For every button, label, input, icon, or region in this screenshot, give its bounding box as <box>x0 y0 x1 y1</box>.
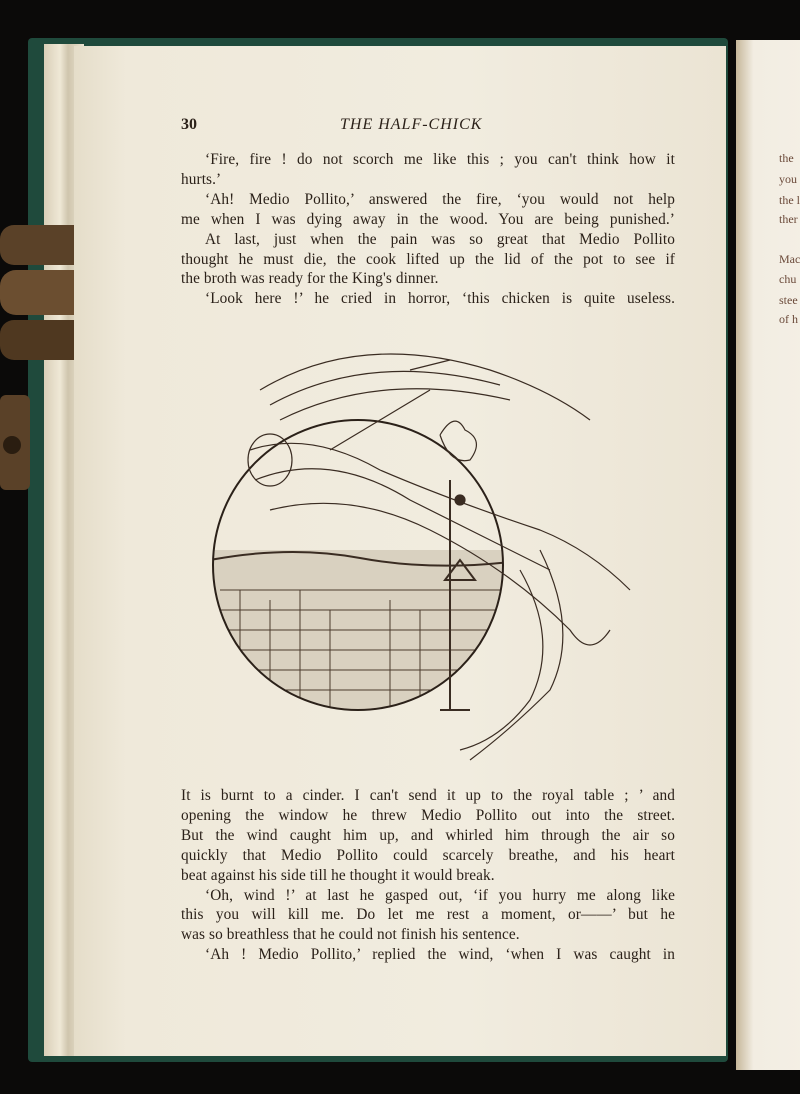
text-line: opening the window he threw Medio Pollito out into the street. <box>181 806 675 824</box>
facing-page-line: you <box>779 172 797 186</box>
facing-page-line: of h <box>779 312 798 326</box>
facing-page-line: Mac <box>779 252 800 266</box>
text-line: beat against his side till he thought it would break. <box>181 866 495 884</box>
page-number: 30 <box>181 116 197 133</box>
facing-page-line: ther <box>779 212 798 226</box>
text-line: It is burnt to a cinder. I can't send it up to the royal table ; ’ and <box>181 787 675 804</box>
text-line: me when I was dying away in the wood. You are being punished.’ <box>181 210 675 228</box>
text-line: hurts.’ <box>181 170 222 188</box>
facing-page-line: the l <box>779 193 800 207</box>
text-line: the broth was ready for the King's dinner. <box>181 270 439 288</box>
text-line: ‘Fire, fire ! do not scorch me like this ; you can't think how it <box>205 151 675 168</box>
text-line: ‘Look here !’ he cried in horror, ‘this chicken is quite useless. <box>205 290 675 308</box>
running-head: THE HALF-CHICK <box>340 116 483 133</box>
text-line: ‘Oh, wind !’ at last he gasped out, ‘if you hurry me along like <box>205 886 675 904</box>
facing-page-line: stee <box>779 293 798 307</box>
facing-page-line: chu <box>779 272 797 286</box>
text-line: At last, just when the pain was so great that Medio Pollito <box>205 230 675 248</box>
facing-page-line: the <box>779 151 794 165</box>
text-line: But the wind caught him up, and whirled him through the air so <box>181 826 675 844</box>
illustration-wind-spirit <box>210 330 640 770</box>
text-line: ‘Ah ! Medio Pollito,’ replied the wind, ‘when I was caught in <box>205 946 675 964</box>
text-line: this you will kill me. Do let me rest a moment, or——’ but he <box>181 906 675 924</box>
text-line: was so breathless that he could not finish his sentence. <box>181 926 520 944</box>
text-line: ‘Ah! Medio Pollito,’ answered the fire, ‘you would not help <box>205 190 675 208</box>
text-line: quickly that Medio Pollito could scarcely breathe, and his heart <box>181 846 675 864</box>
text-line: thought he must die, the cook lifted up the lid of the pot to see if <box>181 250 675 268</box>
